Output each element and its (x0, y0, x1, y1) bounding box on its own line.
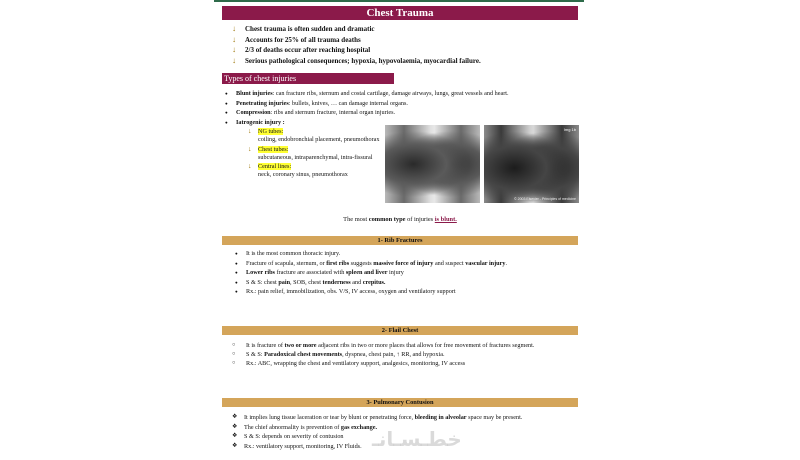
list-item: ● Penetrating injuries: bullets, knives, … can damage internal organs. (222, 99, 509, 109)
flail-chest-heading: 2- Flail Chest (222, 326, 578, 335)
xray-tag: Img 1b (563, 127, 576, 132)
list-item: ● It is the most common thoracic injury. (232, 249, 507, 259)
list-item: ● Fracture of scapula, sternum, or first ribs suggests massive force of injury and suspect vascular injury. (232, 259, 507, 269)
list-item: ↓ 2/3 of deaths occur after reaching hospital (232, 45, 481, 56)
list-item: ❖ S & S: depends on severity of contusion (232, 432, 578, 442)
list-item: ● Compression: ribs and sternum fracture, internal organ injuries. (222, 108, 509, 118)
document-page (214, 0, 584, 460)
list-item: ❖ It implies lung tissue laceration or tear by blunt or penetrating force, bleeding in alveolar space may be present. (232, 413, 578, 423)
list-item: ○ Rx.: ABC, wrapping the chest and ventilatory support, analgesics, monitoring, IV access (232, 359, 572, 368)
top-rule (214, 0, 584, 2)
list-item: ❖ Rx.: ventilatory support, monitoring, IV Fluids. (232, 442, 578, 452)
common-type-note: The most common type of injuries is blunt. (343, 216, 457, 223)
list-item: ○ S & S: Paradoxical chest movements, dyspnea, chest pain, ↑ RR, and hypoxia. (232, 350, 572, 359)
chest-xray-image-1 (385, 125, 480, 203)
types-list (222, 89, 509, 127)
watermark: خطـسـانـ (372, 427, 462, 451)
list-item: ● Iatrogenic injury : (222, 118, 509, 128)
page-title: Chest Trauma (222, 6, 578, 20)
xray-caption: © 2003 Elsevier - Principles of medicine (514, 197, 576, 201)
types-heading: Types of chest injuries (222, 73, 394, 84)
list-item: ● S & S: chest pain, SOB, chest tenderness and crepitus. (232, 278, 507, 288)
flail-chest-list (232, 341, 572, 368)
intro-list (232, 24, 481, 66)
rib-fractures-heading: 1- Rib Fractures (222, 236, 578, 245)
list-item: ○ It is fracture of two or more adjacent ribs in two or more places that allows for free movement of fractures segment. (232, 341, 572, 350)
iatrogenic-sublist (248, 127, 384, 180)
chest-tubes-heading: ↓ Chest tubes: (248, 145, 384, 154)
pulmonary-contusion-heading: 3- Pulmonary Contusion (222, 398, 578, 407)
central-lines-heading: ↓ Central lines: (248, 162, 384, 171)
list-item: ❖ The chief abnormality is prevention of gas exchange. (232, 423, 578, 433)
list-item: ● Rx.: pain relief, immobilization, obs. V/S, IV access, oxygen and ventilatory support (232, 287, 507, 297)
ng-tubes-heading: ↓ NG tubes: (248, 127, 384, 136)
list-item: ↓ Serious pathological consequences; hypoxia, hypovolaemia, myocardial failure. (232, 56, 481, 67)
central-lines-detail: neck, coronary sinus, pneumothorax (258, 171, 348, 179)
list-item: ● Blunt injuries: can fracture ribs, sternum and costal cartilage, damage airways, lungs, great vessels and heart. (222, 89, 509, 99)
list-item: ● Lower ribs fracture are associated with spleen and liver injury (232, 268, 507, 278)
ng-tubes-detail: coiling, endobronchial placement, pneumothorax (258, 136, 380, 143)
list-item: ↓ Accounts for 25% of all trauma deaths (232, 35, 481, 46)
chest-xray-image-2 (484, 125, 579, 203)
chest-tubes-detail: subcutaneous, intraparenchymal, intra-fissural (258, 153, 373, 161)
rib-fractures-list (232, 249, 507, 297)
list-item: ↓ Chest trauma is often sudden and dramatic (232, 24, 481, 35)
